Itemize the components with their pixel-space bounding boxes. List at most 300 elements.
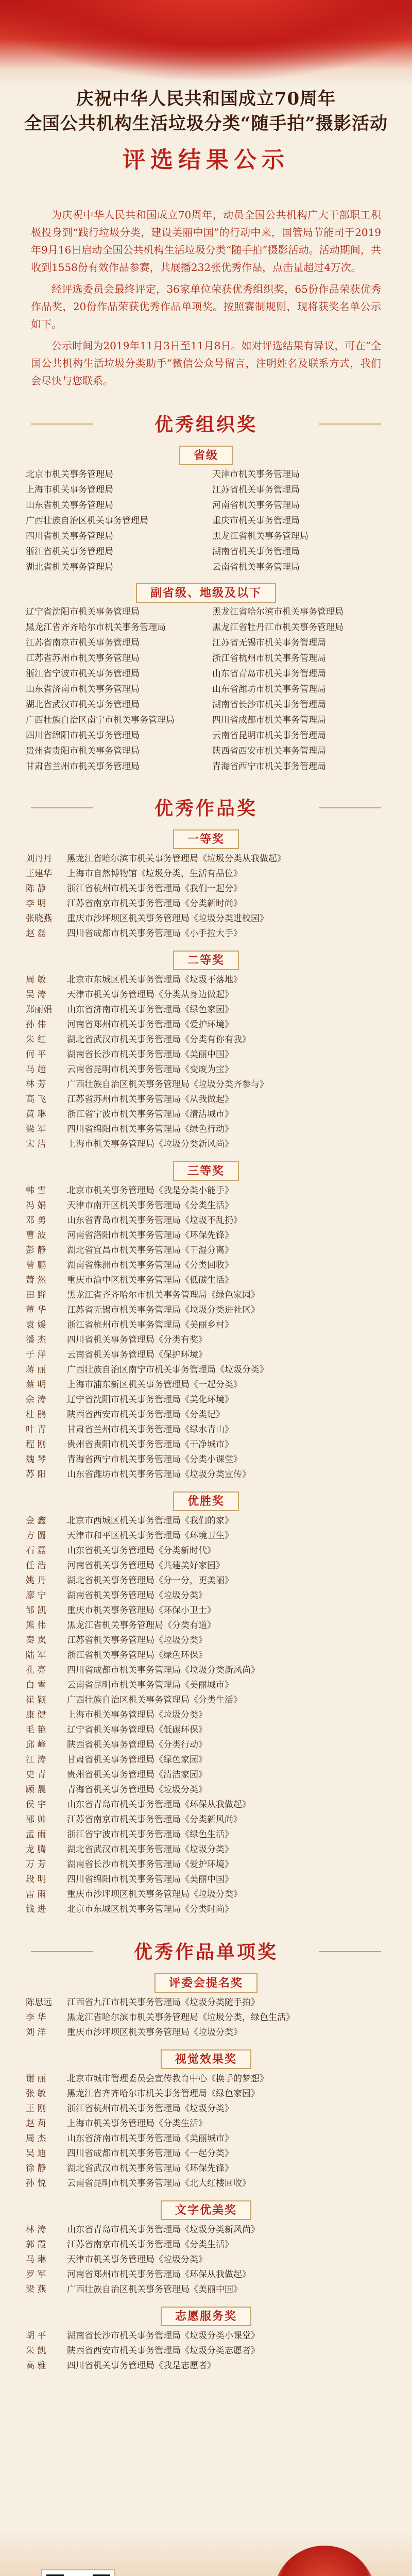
winner-entry: 天津市和平区机关事务管理局《环境卫生》: [67, 1531, 233, 1541]
city-org-item: 云南省昆明市机关事务管理局: [212, 731, 326, 741]
winner-name: 蒋 丽: [26, 1365, 46, 1375]
visual-award-list: [26, 2072, 386, 2191]
winner-entry: 黑龙江省机关事务管理局《分类有道》: [67, 1620, 216, 1631]
list-item: [26, 1288, 386, 1303]
list-item: [26, 2072, 386, 2087]
winner-name: 张 敏: [26, 2089, 46, 2099]
second-prize-label: [10, 952, 402, 968]
winner-name: 王 刚: [26, 2104, 46, 2114]
list-item: [26, 1348, 386, 1363]
intro-paragraph-1: 为庆祝中华人民共和国成立70周年，动员全国公共机构广大干部职工积极投身到“践行垃圾分类，建设美丽中国”的行动中来，国管局节能司于2019年9月16日启动全国公共机构生活垃圾分类“随手拍”摄影活动。活动期间，共收到1558份有效作品参赛，共展播232张优秀作品，点击量超过4万次。: [31, 209, 381, 274]
winner-name: 邓 勇: [26, 1215, 46, 1226]
winner-entry: 重庆市沙坪坝区机关事务管理局《垃圾分类》: [67, 1889, 242, 1900]
winner-name: 王建华: [26, 869, 52, 879]
list-item: [26, 2344, 386, 2359]
list-item: [26, 867, 386, 882]
province-org-item: 云南省机关事务管理局: [212, 562, 300, 572]
winner-entry: 贵州省贵阳市机关事务管理局《干净城市》: [67, 1439, 233, 1450]
winner-name: 毛 艳: [26, 1725, 46, 1735]
province-list: [26, 468, 386, 574]
winner-name: 姚 丹: [26, 1575, 46, 1586]
copy-award-block: [0, 2201, 412, 2297]
winner-name: 雷 雨: [26, 1889, 46, 1900]
national-emblem-decoration: [273, 2546, 376, 2576]
winner-entry: 湖北省武汉市机关事务管理局《环保先锋》: [67, 2163, 233, 2174]
list-item: [26, 882, 386, 896]
province-org-item: 浙江省机关事务管理局: [26, 547, 113, 557]
list-item: [26, 1422, 386, 1437]
list-item: [26, 911, 386, 926]
winner-entry: 北京市城市管理委员会宣传教育中心《换手的梦想》: [67, 2074, 268, 2084]
winner-entry: 北京市东城区机关事务管理局《分类时尚》: [67, 1904, 233, 1914]
winner-entry: 上海市机关事务管理局《分类生活》: [67, 2119, 207, 2129]
list-item: [26, 2359, 386, 2374]
province-org-item: 黑龙江省机关事务管理局: [212, 531, 308, 541]
list-item: [26, 1902, 386, 1917]
winner-entry: 四川省机关事务管理局《我是志愿者》: [67, 2361, 216, 2371]
city-org-item: 黑龙江省齐齐哈尔市机关事务管理局: [26, 622, 166, 633]
list-item: [26, 1137, 386, 1152]
volunteer-award-label-text: 志愿服务奖: [161, 2307, 251, 2326]
list-item: [26, 1887, 386, 1902]
winner-entry: 浙江省宁波市机关事务管理局《清洁城市》: [67, 1109, 233, 1120]
city-label: [10, 584, 402, 600]
list-item: [26, 1363, 386, 1378]
winner-entry: 云南省昆明市机关事务管理局《美丽城市》: [67, 1680, 233, 1690]
winner-entry: 陕西省西安市机关事务管理局《分类记》: [67, 1410, 225, 1420]
intro-paragraph-3: 公示时间为2019年11月3日至11月8日。如对评选结果有异议，可在“全国公共机构生活垃圾分类助手”微信公众号留言，注明姓名及联系方式，我们会尽快与您联系。: [31, 340, 381, 387]
province-label-text: 省级: [179, 446, 233, 465]
list-item: [26, 1812, 386, 1827]
city-org-item: 黑龙江省牡丹江市机关事务管理局: [212, 622, 344, 633]
winner-entry: 浙江省机关事务管理局《绿色环保》: [67, 1650, 207, 1660]
winner-entry: 江苏省南京市机关事务管理局《分类新时尚》: [67, 899, 242, 909]
list-item: [26, 1333, 386, 1348]
winner-name: 曹 波: [26, 1230, 46, 1241]
winner-name: 赵 磊: [26, 928, 46, 939]
copy-award-label-text: 文字优美奖: [161, 2200, 251, 2220]
city-org-item: 四川省成都市机关事务管理局: [212, 715, 326, 725]
list-item: [26, 2252, 386, 2267]
list-item: [26, 926, 386, 941]
winner-entry: 辽宁省沈阳市机关事务管理局《美化环境》: [67, 1395, 233, 1405]
winner-entry: 广西壮族自治区机关事务管理局《垃圾分类齐参与》: [67, 1079, 268, 1090]
city-org-item: 贵州省贵阳市机关事务管理局: [26, 746, 140, 756]
list-item: [26, 1318, 386, 1333]
qr-code[interactable]: [41, 2569, 115, 2576]
winner-name: 杜 鹃: [26, 1410, 46, 1420]
winner-entry: 天津市南开区机关事务管理局《分类生活》: [67, 1200, 233, 1211]
second-prize-block: [0, 952, 412, 1152]
intro-paragraph-2: 经评选委员会最终评定，36家单位荣获优秀组织奖，65份作品荣获优秀作品奖，20份作品荣获优秀作品单项奖。按照赛制规则，现将获奖名单公示如下。: [31, 283, 381, 330]
list-item: [26, 1437, 386, 1452]
winner-name: 顾 晨: [26, 1785, 46, 1795]
list-item: [26, 1663, 386, 1678]
list-item: [26, 1273, 386, 1288]
visual-award-label-text: 视觉效果奖: [161, 2049, 251, 2069]
winner-entry: 重庆市沙坪坝区机关事务管理局《垃圾分类》: [67, 2027, 242, 2038]
list-item: [26, 1753, 386, 1768]
title-line-1: 庆祝中华人民共和国成立70周年: [76, 89, 336, 109]
province-org-item: 北京市机关事务管理局: [26, 469, 113, 480]
winner-entry: 上海市浦东新区机关事务管理局《一起分类》: [67, 1380, 242, 1390]
winner-entry: 甘肃省兰州市机关事务管理局《绿水青山》: [67, 1425, 233, 1435]
winner-name: 吴 迪: [26, 2148, 46, 2159]
winner-entry: 广西壮族自治区机关事务管理局《美丽中国》: [67, 2284, 242, 2295]
winner-name: 段 明: [26, 1874, 46, 1885]
list-item: [26, 1062, 386, 1077]
province-org-item: 山东省机关事务管理局: [26, 500, 113, 511]
winner-entry: 江苏省苏州市机关事务管理局《从我做起》: [67, 1094, 233, 1105]
winner-name: 余 涛: [26, 1395, 46, 1405]
copy-award-list: [26, 2223, 386, 2297]
list-item: [26, 1544, 386, 1558]
province-org-item: 湖北省机关事务管理局: [26, 562, 113, 572]
list-item: [26, 1047, 386, 1062]
winner-entry: 河南省郑州市机关事务管理局《爱护环境》: [67, 1020, 233, 1030]
winner-name: 萧 然: [26, 1275, 46, 1285]
winner-entry: 天津市机关事务管理局《分类从身边做起》: [67, 990, 233, 1000]
list-item: [26, 2176, 386, 2191]
city-org-item: 浙江省宁波市机关事务管理局: [26, 669, 140, 679]
list-item: [26, 1183, 386, 1198]
winner-name: 马 琳: [26, 2255, 46, 2265]
merit-prize-list: [26, 1514, 386, 1917]
winner-name: 吴 涛: [26, 990, 46, 1000]
list-item: [26, 1258, 386, 1273]
winner-entry: 北京市西城区机关事务管理局《我们的家》: [67, 1516, 233, 1526]
city-org-item: 山东省潍坊市机关事务管理局: [212, 684, 326, 694]
winner-name: 谢 丽: [26, 2074, 46, 2084]
winner-name: 蔡 明: [26, 1380, 46, 1390]
city-org-item: 湖北省武汉市机关事务管理局: [26, 700, 140, 710]
province-label: [10, 447, 402, 463]
list-item: [26, 1107, 386, 1122]
main-content: [0, 206, 412, 2374]
winner-entry: 湖南省长沙市机关事务管理局《垃圾分类小课堂》: [67, 2331, 260, 2341]
winner-name: 朱 红: [26, 1035, 46, 1045]
winner-entry: 四川省绵阳市机关事务管理局《绿色行动》: [67, 1124, 233, 1134]
city-org-item: 辽宁省沈阳市机关事务管理局: [26, 607, 140, 617]
winner-name: 董 华: [26, 1305, 46, 1315]
footer: [0, 2530, 412, 2576]
province-org-item: 广西壮族自治区机关事务管理局: [26, 516, 148, 526]
list-item: [26, 1738, 386, 1753]
list-item: [26, 1467, 386, 1482]
list-item: [26, 896, 386, 911]
winner-entry: 山东省济南市机关事务管理局《美丽城市》: [67, 2133, 233, 2144]
winner-entry: 山东省青岛市机关事务管理局《垃圾不乱扔》: [67, 1215, 242, 1226]
winner-entry: 江苏省机关事务管理局《垃圾分类》: [67, 1635, 207, 1646]
province-org-item: 上海市机关事务管理局: [26, 485, 113, 495]
winner-entry: 上海市机关事务管理局《垃圾分类》: [67, 1710, 207, 1720]
winner-entry: 湖北省武汉市机关事务管理局《分类有你有我》: [67, 1035, 251, 1045]
list-item: [26, 1558, 386, 1573]
list-item: [26, 1633, 386, 1648]
flag-decoration: [0, 0, 412, 82]
winner-entry: 黑龙江省齐齐哈尔市机关事务管理局《绿色家园》: [67, 1290, 260, 1300]
winner-name: 孙 伟: [26, 1020, 46, 1030]
second-prize-list: [26, 973, 386, 1152]
winner-entry: 云南省机关事务管理局《保护环境》: [67, 1350, 207, 1360]
winner-entry: 黑龙江省哈尔滨市机关事务管理局《垃圾分类，绿色生活》: [67, 2012, 295, 2023]
winner-entry: 青海省西宁市机关事务管理局《分类小课堂》: [67, 1454, 242, 1465]
winner-name: 刘丹丹: [26, 854, 52, 864]
list-item: [26, 2146, 386, 2161]
province-org-item: 重庆市机关事务管理局: [212, 516, 300, 526]
winner-entry: 河南省洛阳市机关事务管理局《环保先锋》: [67, 1230, 233, 1241]
winner-entry: 山东省济南市机关事务管理局《绿色家园》: [67, 1005, 233, 1015]
city-org-item: 江苏省南京市机关事务管理局: [26, 638, 140, 648]
third-prize-label-text: 三等奖: [173, 1161, 239, 1181]
list-item: [26, 1092, 386, 1107]
list-item: [26, 1588, 386, 1603]
winner-entry: 浙江省宁波市机关事务管理局《绿色生活》: [67, 1829, 233, 1840]
winner-entry: 湖南省机关事务管理局《垃圾分类》: [67, 1590, 207, 1601]
winner-name: 熊 伟: [26, 1620, 46, 1631]
winner-name: 钱 进: [26, 1904, 46, 1914]
winner-entry: 甘肃省机关事务管理局《绿色家园》: [67, 1755, 207, 1765]
title-line-3: 评选结果公示: [123, 147, 289, 173]
winner-name: 孟 雨: [26, 1829, 46, 1840]
section-single-award-title: 优秀作品单项奖: [10, 1938, 402, 1964]
winner-entry: 江苏省无锡市机关事务管理局《垃圾分类进社区》: [67, 1305, 260, 1315]
city-org-item: 陕西省西安市机关事务管理局: [212, 746, 326, 756]
winner-name: 李 华: [26, 2012, 46, 2023]
winner-name: 罗 军: [26, 2269, 46, 2280]
list-item: [26, 2267, 386, 2282]
winner-name: 郑丽娟: [26, 1005, 52, 1015]
winner-entry: 陕西省机关事务管理局《分类行动》: [67, 1740, 207, 1750]
winner-entry: 黑龙江省哈尔滨市机关事务管理局《垃圾分类从我做起》: [67, 854, 286, 864]
winner-entry: 云南省昆明市机关事务管理局《变废为宝》: [67, 1064, 233, 1075]
list-item: [26, 1378, 386, 1393]
winner-entry: 重庆市沙坪坝区机关事务管理局《垃圾分类进校园》: [67, 913, 268, 924]
list-item: [26, 852, 386, 867]
winner-entry: 山东省潍坊市机关事务管理局《垃圾分类宣传》: [67, 1469, 251, 1480]
winner-entry: 江苏省南京市机关事务管理局《分类新风尚》: [67, 1815, 242, 1825]
list-item: [26, 1723, 386, 1738]
merit-prize-block: [0, 1493, 412, 1917]
winner-name: 赵 莉: [26, 2119, 46, 2129]
winner-name: 林 涛: [26, 2225, 46, 2235]
list-item: [26, 1198, 386, 1213]
winner-entry: 江西省九江市机关事务管理局《垃圾分类随手拍》: [67, 1997, 260, 2008]
winner-entry: 上海市机关事务管理局《垃圾分类新风尚》: [67, 1139, 233, 1149]
winner-name: 魏 琴: [26, 1454, 46, 1465]
city-org-item: 甘肃省兰州市机关事务管理局: [26, 761, 140, 772]
winner-name: 史 青: [26, 1770, 46, 1780]
winner-entry: 广西壮族自治区机关事务管理局《分类生活》: [67, 1695, 242, 1705]
winner-name: 胡 平: [26, 2331, 46, 2341]
winner-name: 金 鑫: [26, 1516, 46, 1526]
winner-entry: 山东省青岛市机关事务管理局《垃圾分类新风尚》: [67, 2225, 260, 2235]
winner-entry: 河南省郑州市机关事务管理局《环保从我做起》: [67, 2269, 251, 2280]
winner-name: 冯 娟: [26, 1200, 46, 1211]
province-org-item: 湖南省机关事务管理局: [212, 547, 300, 557]
winner-name: 白 雪: [26, 1680, 46, 1690]
winner-entry: 湖南省长沙市机关事务管理局《爱护环境》: [67, 1859, 233, 1870]
city-org-item: 浙江省杭州市机关事务管理局: [212, 653, 326, 664]
winner-name: 宋 洁: [26, 1139, 46, 1149]
list-item: [26, 973, 386, 988]
winner-name: 曾 鹏: [26, 1260, 46, 1270]
list-item: [26, 2025, 386, 2040]
city-org-item: 江苏省无锡市机关事务管理局: [212, 638, 326, 648]
winner-entry: 河南省机关事务管理局《共建美好家园》: [67, 1561, 225, 1571]
winner-entry: 浙江省杭州市机关事务管理局《垃圾分类》: [67, 2104, 233, 2114]
winner-entry: 北京市东城区机关事务管理局《垃圾不落地》: [67, 975, 242, 985]
winner-entry: 湖南省长沙市机关事务管理局《美丽中国》: [67, 1049, 233, 1060]
winner-name: 马 超: [26, 1064, 46, 1075]
title-line-2: 全国公共机构生活垃圾分类“随手拍”摄影活动: [24, 113, 388, 134]
list-item: [26, 1003, 386, 1018]
list-item: [26, 1857, 386, 1872]
judges-award-block: [0, 1974, 412, 2040]
first-prize-block: [0, 831, 412, 941]
winner-name: 郭 霞: [26, 2240, 46, 2250]
copy-award-label: [10, 2201, 402, 2217]
winner-entry: 湖南省株洲市机关事务管理局《分类回收》: [67, 1260, 233, 1270]
list-item: [26, 2329, 386, 2344]
list-item: [26, 2131, 386, 2146]
list-item: [26, 1603, 386, 1618]
volunteer-award-block: [0, 2308, 412, 2374]
list-item: [26, 1213, 386, 1228]
winner-entry: 江苏省南京市机关事务管理局《分类生活》: [67, 2240, 233, 2250]
list-item: [26, 1618, 386, 1633]
list-item: [26, 1303, 386, 1318]
winner-name: 廖 宁: [26, 1590, 46, 1601]
volunteer-award-list: [26, 2329, 386, 2374]
list-item: [26, 2282, 386, 2297]
list-item: [26, 2161, 386, 2176]
winner-name: 袁 媛: [26, 1320, 46, 1330]
city-org-item: 广西壮族自治区南宁市机关事务管理局: [26, 715, 175, 725]
winner-name: 叶 青: [26, 1425, 46, 1435]
city-label-text: 副省级、地级及以下: [136, 583, 276, 603]
winner-name: 高 飞: [26, 1094, 46, 1105]
winner-entry: 重庆市渝中区机关事务管理局《低碳生活》: [67, 1275, 233, 1285]
winner-entry: 浙江省杭州市机关事务管理局《我们一起分》: [67, 884, 242, 894]
winner-name: 侯 宇: [26, 1800, 46, 1810]
winner-entry: 山东省机关事务管理局《分类新时代》: [67, 1546, 216, 1556]
list-item: [26, 1408, 386, 1422]
winner-name: 刘 洋: [26, 2027, 46, 2038]
winner-name: 周 杰: [26, 2133, 46, 2144]
winner-entry: 陕西省西安市机关事务管理局《垃圾分类志愿者》: [67, 2346, 260, 2356]
list-item: [26, 1452, 386, 1467]
list-item: [26, 1648, 386, 1663]
winner-name: 江 涛: [26, 1755, 46, 1765]
list-item: [26, 2010, 386, 2025]
winner-name: 朱 凯: [26, 2346, 46, 2356]
province-org-item: 天津市机关事务管理局: [212, 469, 300, 480]
list-item: [26, 1768, 386, 1783]
winner-name: 陈思远: [26, 1997, 52, 2008]
list-item: [26, 2116, 386, 2131]
winner-name: 张晓燕: [26, 913, 52, 924]
winner-name: 康 健: [26, 1710, 46, 1720]
list-item: [26, 1842, 386, 1857]
winner-name: 梁 军: [26, 1124, 46, 1134]
section-work-award-title: 优秀作品奖: [10, 794, 402, 820]
winner-entry: 山东省青岛市机关事务管理局《环保从我做起》: [67, 1800, 251, 1810]
list-item: [26, 2238, 386, 2252]
winner-name: 潘 杰: [26, 1335, 46, 1345]
winner-entry: 辽宁省机关事务管理局《低碳环保》: [67, 1725, 207, 1735]
judges-award-label-text: 评委会提名奖: [154, 1973, 258, 1993]
second-prize-label-text: 二等奖: [173, 951, 239, 970]
winner-name: 何 平: [26, 1049, 46, 1060]
list-item: [26, 2087, 386, 2102]
list-item: [26, 1783, 386, 1798]
winner-name: 林 芳: [26, 1079, 46, 1090]
third-prize-list: [26, 1183, 386, 1482]
province-org-item: 四川省机关事务管理局: [26, 531, 113, 541]
winner-name: 徐 静: [26, 2163, 46, 2174]
city-org-item: 山东省济南市机关事务管理局: [26, 684, 140, 694]
winner-name: 孔 亮: [26, 1665, 46, 1675]
visual-award-block: [0, 2050, 412, 2191]
winner-entry: 黑龙江省齐齐哈尔市机关事务管理局《绿色家园》: [67, 2089, 260, 2099]
city-org-item: 黑龙江省哈尔滨市机关事务管理局: [212, 607, 344, 617]
winner-entry: 贵州省机关事务管理局《清洁家园》: [67, 1770, 207, 1780]
list-item: [26, 1678, 386, 1693]
province-org-item: 江苏省机关事务管理局: [212, 485, 300, 495]
list-item: [26, 1872, 386, 1887]
city-org-item: 江苏省苏州市机关事务管理局: [26, 653, 140, 664]
third-prize-label: [10, 1162, 402, 1178]
winner-name: 苏 阳: [26, 1469, 46, 1480]
hero-banner: [0, 0, 412, 216]
list-item: [26, 1122, 386, 1137]
winner-name: 彭 静: [26, 1245, 46, 1256]
volunteer-award-label: [10, 2308, 402, 2324]
winner-name: 龙 腾: [26, 1844, 46, 1855]
winner-name: 邹 凯: [26, 1605, 46, 1616]
page-title: [0, 87, 412, 174]
list-item: [26, 1018, 386, 1032]
list-item: [26, 1077, 386, 1092]
list-item: [26, 2223, 386, 2238]
winner-entry: 湖北省武汉市机关事务管理局《垃圾分类》: [67, 1844, 233, 1855]
winner-name: 石 磊: [26, 1546, 46, 1556]
city-list: [26, 605, 386, 773]
winner-name: 崔 颖: [26, 1695, 46, 1705]
judges-award-list: [26, 1995, 386, 2040]
province-org-item: 河南省机关事务管理局: [212, 500, 300, 511]
winner-entry: 四川省绵阳市机关事务管理局《美丽中国》: [67, 1874, 233, 1885]
visual-award-label: [10, 2050, 402, 2066]
list-item: [26, 1693, 386, 1708]
winner-name: 万 芳: [26, 1859, 46, 1870]
winner-entry: 重庆市机关事务管理局《环保小卫士》: [67, 1605, 216, 1616]
merit-prize-label-text: 优胜奖: [173, 1492, 239, 1511]
list-item: [26, 1573, 386, 1588]
winner-entry: 天津市机关事务管理局《垃圾分类》: [67, 2255, 207, 2265]
winner-name: 孙 悦: [26, 2178, 46, 2189]
winner-name: 周 敏: [26, 975, 46, 985]
list-item: [26, 1032, 386, 1047]
winner-entry: 湖北省机关事务管理局《分一分，更美丽》: [67, 1575, 233, 1586]
winner-entry: 四川省成都市机关事务管理局《垃圾分类新风尚》: [67, 1665, 260, 1675]
winner-name: 于 洋: [26, 1350, 46, 1360]
section-org-award-title: 优秀组织奖: [10, 410, 402, 436]
winner-name: 陈 静: [26, 884, 46, 894]
list-item: [26, 1708, 386, 1723]
list-item: [26, 1228, 386, 1243]
